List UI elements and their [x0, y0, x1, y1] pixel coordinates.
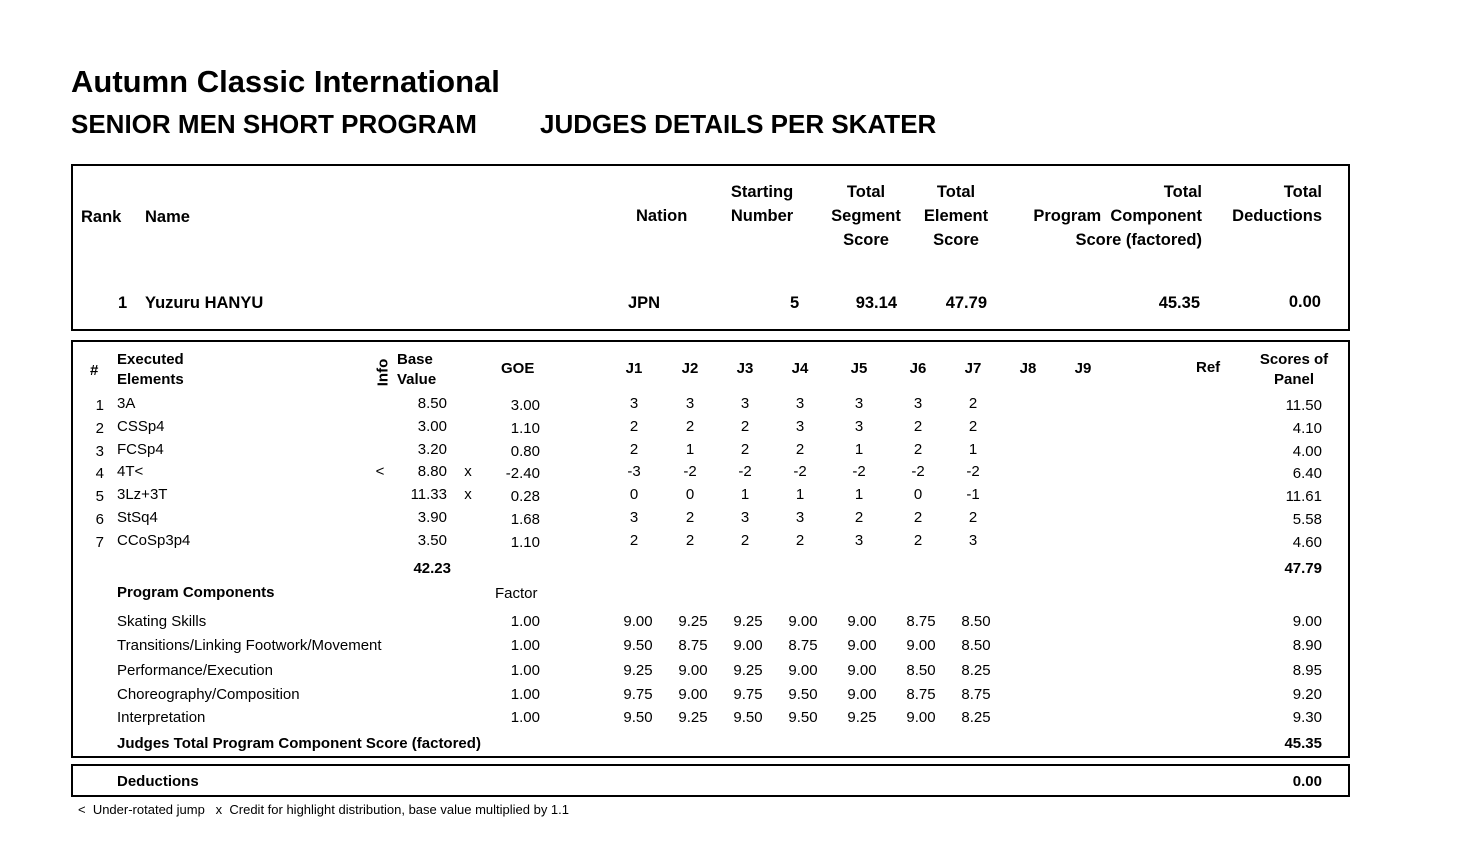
element-base-value: 3.20 — [417, 440, 447, 458]
component-name: Performance/Execution — [117, 662, 273, 679]
judge-header-j8: J8 — [1019, 360, 1037, 377]
element-base-value: 8.50 — [417, 395, 447, 412]
component-judge-score: 8.75 — [678, 637, 708, 654]
element-goe: 1.10 — [510, 533, 540, 551]
element-judge-score: 1 — [854, 440, 864, 458]
element-bonus-marker: x — [464, 463, 472, 481]
pcs-total-label: Judges Total Program Component Score (factored) — [117, 735, 481, 752]
element-name: 4T< — [117, 463, 144, 481]
element-judge-score: 3 — [913, 395, 923, 412]
element-judge-score: 2 — [913, 417, 923, 435]
element-judge-score: -2 — [911, 463, 925, 481]
component-factor: 1.00 — [510, 613, 540, 630]
element-judge-score: 2 — [629, 417, 639, 435]
element-panel-score: 5.58 — [1292, 511, 1322, 528]
component-factor: 1.00 — [510, 662, 540, 679]
element-judge-score: -2 — [966, 463, 980, 481]
base-value-total: 42.23 — [413, 560, 451, 577]
element-judge-score: -2 — [738, 463, 752, 481]
element-judge-score: 2 — [968, 395, 978, 412]
element-judge-score: 3 — [629, 509, 639, 526]
skater-name: Yuzuru HANYU — [145, 294, 264, 312]
pcs-header: Total Program Component Score (factored) — [1033, 183, 1202, 249]
element-judge-score: 3 — [968, 531, 978, 549]
component-panel-score: 8.95 — [1292, 662, 1322, 679]
component-name: Transitions/Linking Footwork/Movement — [117, 637, 382, 654]
goe-header: GOE — [501, 360, 535, 377]
element-judge-score: 1 — [854, 486, 864, 504]
component-judge-score: 9.00 — [847, 662, 877, 679]
component-judge-score: 8.75 — [906, 613, 936, 630]
element-panel-score: 4.00 — [1292, 442, 1322, 460]
element-judge-score: 2 — [685, 417, 695, 435]
competition-title: Autumn Classic International — [71, 64, 500, 99]
element-judge-score: 2 — [685, 509, 695, 526]
element-judge-score: 2 — [740, 440, 750, 458]
component-factor: 1.00 — [510, 637, 540, 654]
element-judge-score: 3 — [740, 395, 750, 412]
segment-title: SENIOR MEN SHORT PROGRAM — [71, 109, 477, 139]
deductions-label: Deductions — [117, 773, 199, 790]
deductions-box — [71, 764, 1350, 797]
judge-header-j6: J6 — [909, 360, 927, 377]
element-judge-score: 2 — [795, 531, 805, 549]
element-base-value: 8.80 — [417, 463, 447, 481]
element-judge-score: 3 — [629, 395, 639, 412]
component-factor: 1.00 — [510, 686, 540, 703]
element-goe: 0.80 — [510, 442, 540, 460]
component-name: Interpretation — [117, 709, 206, 726]
skater-rank: 1 — [118, 294, 128, 312]
component-judge-score: 8.75 — [906, 686, 936, 703]
element-judge-score: 3 — [854, 395, 864, 412]
element-judge-score: 2 — [740, 531, 750, 549]
element-row-number: 4 — [95, 465, 104, 483]
component-judge-score: 9.75 — [733, 686, 763, 703]
element-judge-score: 2 — [740, 417, 750, 435]
element-panel-score: 11.50 — [1285, 397, 1322, 414]
element-judge-score: 1 — [968, 440, 978, 458]
skater-tss: 93.14 — [855, 294, 897, 312]
component-panel-score: 9.30 — [1292, 709, 1322, 726]
component-judge-score: 9.50 — [733, 709, 763, 726]
skater-pcs: 45.35 — [1158, 294, 1200, 312]
component-judge-score: 9.00 — [847, 613, 877, 630]
component-judge-score: 9.25 — [733, 613, 763, 630]
component-judge-score: 8.75 — [788, 637, 818, 654]
element-bonus-marker: x — [464, 486, 472, 504]
component-judge-score: 8.50 — [906, 662, 936, 679]
rank-header: Rank — [81, 208, 122, 226]
element-goe: 3.00 — [510, 397, 540, 414]
element-judge-score: 2 — [795, 440, 805, 458]
component-judge-score: 9.00 — [906, 709, 936, 726]
element-name: 3Lz+3T — [117, 486, 168, 504]
program-components-header: Program Components — [117, 584, 275, 601]
element-judge-score: 3 — [740, 509, 750, 526]
element-judge-score: 1 — [795, 486, 805, 504]
element-judge-score: 2 — [629, 440, 639, 458]
element-judge-score: -2 — [852, 463, 866, 481]
skater-tes: 47.79 — [945, 294, 987, 312]
component-name: Skating Skills — [117, 613, 207, 630]
element-judge-score: 1 — [685, 440, 695, 458]
element-judge-score: 2 — [854, 509, 864, 526]
deductions-header: Total Deductions — [1232, 183, 1322, 225]
skater-starting-number: 5 — [790, 294, 800, 312]
component-panel-score: 9.00 — [1292, 613, 1322, 630]
report-title: JUDGES DETAILS PER SKATER — [540, 109, 937, 139]
element-judge-score: 3 — [795, 395, 805, 412]
component-judge-score: 9.00 — [788, 662, 818, 679]
element-goe: 0.28 — [510, 488, 540, 506]
component-judge-score: 9.00 — [847, 637, 877, 654]
component-judge-score: 9.50 — [788, 709, 818, 726]
judge-header-j9: J9 — [1074, 360, 1092, 377]
component-judge-score: 9.25 — [678, 709, 708, 726]
judge-header-j5: J5 — [850, 360, 868, 377]
component-judge-score: 9.25 — [623, 662, 653, 679]
component-name: Choreography/Composition — [117, 686, 300, 703]
element-judge-score: 2 — [629, 531, 639, 549]
pcs-total-value: 45.35 — [1284, 735, 1322, 752]
element-base-value: 3.90 — [417, 509, 447, 526]
element-judge-score: 0 — [685, 486, 695, 504]
name-header: Name — [145, 208, 190, 226]
judge-header-j7: J7 — [964, 360, 982, 377]
element-name: CSSp4 — [117, 417, 165, 435]
component-judge-score: 9.00 — [678, 662, 708, 679]
element-judge-score: 0 — [629, 486, 639, 504]
component-judge-score: 8.50 — [961, 637, 991, 654]
panel-score-header: Scores of Panel — [1259, 351, 1329, 388]
element-judge-score: 2 — [913, 509, 923, 526]
element-judge-score: 2 — [913, 531, 923, 549]
component-judge-score: 9.25 — [847, 709, 877, 726]
executed-elements-header: Executed Elements — [117, 351, 184, 388]
element-base-value: 11.33 — [410, 486, 447, 504]
element-judge-score: -3 — [627, 463, 641, 481]
component-judge-score: 8.50 — [961, 613, 991, 630]
element-judge-score: 3 — [795, 509, 805, 526]
element-info: < — [375, 463, 385, 481]
element-goe: 1.68 — [510, 511, 540, 528]
tes-header: Total Element Score — [923, 183, 989, 249]
element-judge-score: -2 — [683, 463, 697, 481]
judge-header-j3: J3 — [736, 360, 754, 377]
element-row-number: 7 — [95, 533, 104, 551]
info-header: Info — [374, 358, 392, 387]
component-judge-score: 9.25 — [733, 662, 763, 679]
element-judge-score: 2 — [968, 509, 978, 526]
element-panel-score: 4.60 — [1292, 533, 1322, 551]
element-judge-score: 3 — [854, 531, 864, 549]
element-panel-score: 6.40 — [1292, 465, 1322, 483]
component-panel-score: 8.90 — [1292, 637, 1322, 654]
factor-header: Factor — [495, 585, 538, 602]
element-judge-score: -2 — [793, 463, 807, 481]
component-judge-score: 9.00 — [906, 637, 936, 654]
component-judge-score: 8.25 — [961, 662, 991, 679]
element-row-number: 5 — [95, 488, 104, 506]
element-row-number: 6 — [95, 511, 104, 528]
element-name: 3A — [117, 395, 136, 412]
component-judge-score: 9.00 — [678, 686, 708, 703]
base-value-header: Base Value — [397, 351, 437, 388]
component-judge-score: 9.50 — [788, 686, 818, 703]
element-panel-score: 4.10 — [1292, 419, 1322, 437]
judge-header-j4: J4 — [791, 360, 809, 377]
element-name: CCoSp3p4 — [117, 531, 191, 549]
element-base-value: 3.00 — [417, 417, 447, 435]
element-goe: -2.40 — [505, 465, 540, 483]
element-judge-score: 2 — [913, 440, 923, 458]
element-row-number: 1 — [95, 397, 104, 414]
element-panel-score: 11.61 — [1285, 488, 1322, 506]
component-judge-score: 9.75 — [623, 686, 653, 703]
component-judge-score: 9.50 — [623, 709, 653, 726]
component-judge-score: 8.25 — [961, 709, 991, 726]
deductions-value: 0.00 — [1292, 773, 1322, 790]
skater-deductions: 0.00 — [1288, 293, 1321, 311]
element-judge-score: -1 — [966, 486, 980, 504]
element-num-header: # — [90, 362, 99, 379]
component-judge-score: 9.25 — [678, 613, 708, 630]
component-panel-score: 9.20 — [1292, 686, 1322, 703]
element-judge-score: 3 — [854, 417, 864, 435]
element-judge-score: 3 — [795, 417, 805, 435]
ref-header: Ref — [1196, 359, 1221, 376]
element-judge-score: 2 — [685, 531, 695, 549]
element-judge-score: 0 — [913, 486, 923, 504]
component-judge-score: 9.50 — [623, 637, 653, 654]
element-name: StSq4 — [117, 509, 158, 526]
component-judge-score: 9.00 — [847, 686, 877, 703]
component-judge-score: 9.00 — [623, 613, 653, 630]
component-judge-score: 8.75 — [961, 686, 991, 703]
element-row-number: 3 — [95, 442, 104, 460]
nation-header: Nation — [636, 207, 688, 225]
element-goe: 1.10 — [510, 419, 540, 437]
component-judge-score: 9.00 — [733, 637, 763, 654]
skater-nation: JPN — [628, 294, 661, 312]
element-judge-score: 3 — [685, 395, 695, 412]
judge-header-j1: J1 — [625, 360, 643, 377]
elements-panel-total: 47.79 — [1284, 560, 1322, 577]
element-name: FCSp4 — [117, 440, 164, 458]
tss-header: Total Segment Score — [831, 183, 901, 249]
component-factor: 1.00 — [510, 709, 540, 726]
starting-number-header: Starting Number — [730, 183, 794, 225]
footnote: < Under-rotated jump x Credit for highlight distribution, base value multiplied by 1.1 — [78, 802, 570, 817]
element-judge-score: 2 — [968, 417, 978, 435]
element-base-value: 3.50 — [417, 531, 447, 549]
component-judge-score: 9.00 — [788, 613, 818, 630]
judge-header-j2: J2 — [681, 360, 699, 377]
element-judge-score: 1 — [740, 486, 750, 504]
element-row-number: 2 — [95, 419, 104, 437]
